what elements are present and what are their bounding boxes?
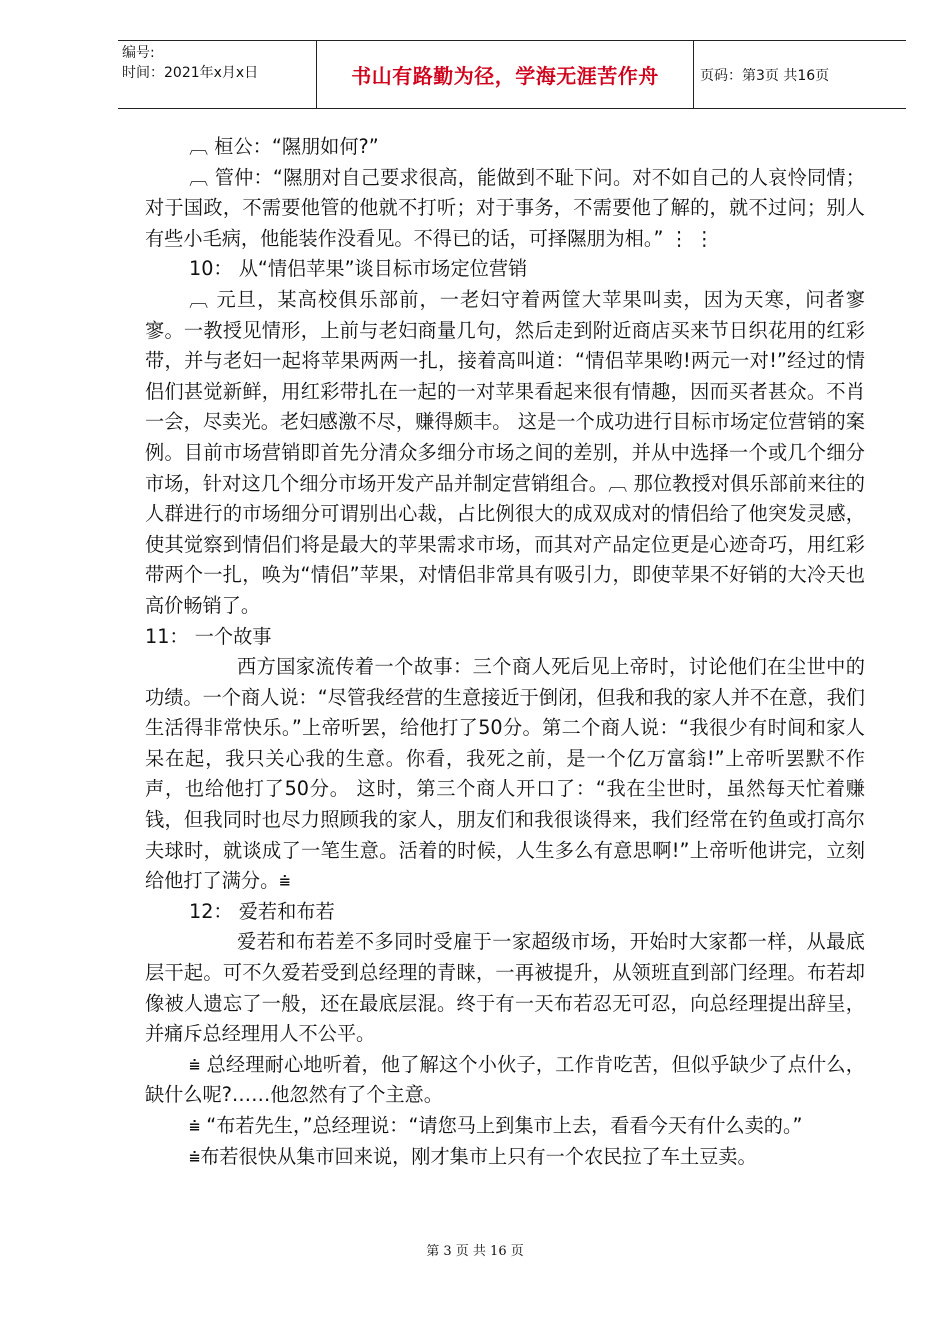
paragraph: ︹ 管仲：“隰朋对自己要求很高，能做到不耻下问。对不如自己的人哀怜同情；对于国政，不需要他管的他就不打听；对于事务，不需要他了解的，就不过问；别人有些小毛病，他能装作没看见。不得已的话，可择隰朋为相。” ⋮ ⋮	[145, 165, 865, 250]
number-label: 编号:	[122, 45, 155, 61]
header-meta	[122, 43, 258, 83]
paragraph: ⩧ “布若先生，”总经理说：“请您马上到集市上去，看看今天有什么卖的。”	[189, 1114, 803, 1137]
header-page-label: 页码：第3页 共16页	[700, 67, 830, 84]
header-slogan-cell	[316, 41, 694, 108]
document-body	[145, 132, 865, 1172]
paragraph: ⩧布若很快从集市回来说，刚才集市上只有一个农民拉了车土豆卖。	[189, 1144, 757, 1168]
paragraph: 西方国家流传着一个故事：三个商人死后见上帝时，讨论他们在尘世中的功绩。一个商人说：“尽管我经营的生意接近于倒闭，但我和我的家人并不在意，我们生活得非常快乐。”上帝听罢，给他打了50分。第二个商人说：“我很少有时间和家人呆在起，我只关心我的生意。你看，我死之前，是一个亿万富翁!”上帝听罢默不作声，也给他打了50分。 这时，第三个商人开口了：“我在尘世时，虽然每天忙着赚钱，但我同时也尽力照顾我的家人，朋友们和我很谈得来，我们经常在钓鱼或打高尔夫球时，就谈成了一笔生意。活着的时候，人生多么有意思啊!”上帝听他讲完，立刻给他打了满分。⩧	[145, 655, 865, 893]
paragraph: ︹ 元旦，某高校俱乐部前，一老妇守着两筐大苹果叫卖，因为天寒，问者寥寥。一教授见情形，上前与老妇商量几句，然后走到附近商店买来节日织花用的红彩带，并与老妇一起将苹果两两一扎，接着高叫道：“情侣苹果哟!两元一对!”经过的情侣们甚觉新鲜，用红彩带扎在一起的一对苹果看起来很有情趣，因而买者甚众。不肖一会，尽卖光。老妇感激不尽，赚得颇丰。 这是一个成功进行目标市场定位营销的案例。目前市场营销即首先分清众多细分市场之间的差别，并从中选择一个或几个细分市场，针对这几个细分市场开发产品并制定营销组合。︹ 那位教授对俱乐部前来往的人群进行的市场细分可谓别出心裁，占比例很大的成双成对的情侣给了他突发灵感，使其觉察到情侣们将是最大的苹果需求市场，而其对产品定位更是心迹奇巧，用红彩带两个一扎，唤为“情侣”苹果，对情侣非常具有吸引力，即使苹果不好销的大冷天也高价畅销了。	[145, 287, 865, 617]
page-header	[118, 40, 906, 109]
time-label: 时间：2021年x月x日	[122, 65, 259, 81]
paragraph: ⩧ 总经理耐心地听着，他了解这个小伙子，工作肯吃苦，但似乎缺少了点什么，缺什么呢?……他忽然有了个主意。	[145, 1052, 865, 1107]
paragraph: ︹ 桓公：“隰朋如何?”	[189, 135, 379, 158]
section-heading: 11： 一个故事	[145, 624, 272, 648]
page-footer: 第 3 页 共 16 页	[426, 1244, 524, 1259]
paragraph: 爱若和布若差不多同时受雇于一家超级市场，开始时大家都一样，从最底层干起。可不久爱若受到总经理的青睐，一再被提升，从领班直到部门经理。布若却像被人遗忘了一般，还在最底层混。终于有一天布若忍无可忍，向总经理提出辞呈，并痛斥总经理用人不公平。	[145, 930, 865, 1046]
section-heading: 12： 爱若和布若	[189, 899, 335, 923]
section-heading: 10： 从“情侣苹果”谈目标市场定位营销	[189, 257, 528, 281]
header-slogan: 书山有路勤为径，学海无涯苦作舟	[351, 64, 659, 88]
